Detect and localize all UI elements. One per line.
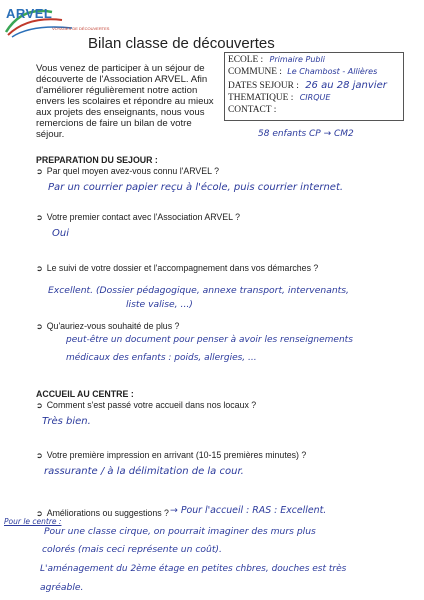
intro-text: Vous venez de participer à un séjour de découverte de l'Association ARVEL. Afin d'améliorer régulièrement notre action envers les scolaires et répondre au mieux aux projets des enseignants, nous vous remercions de faire un bilan de votre séjour. bbox=[36, 63, 214, 140]
pupil-count-note: 58 enfants CP → CM2 bbox=[258, 129, 354, 139]
arrow-icon: ➲ bbox=[36, 264, 43, 273]
dates-value[interactable]: 26 au 28 janvier bbox=[305, 80, 387, 91]
answer-4-line-2[interactable]: médicaux des enfants : poids, allergies, ... bbox=[66, 353, 257, 363]
arrow-icon: ➲ bbox=[36, 509, 43, 518]
arrow-icon: ➲ bbox=[36, 167, 43, 176]
answer-7-margin-label: Pour le centre : bbox=[4, 517, 62, 526]
commune-row: COMMUNE : Le Chambost - Allières bbox=[228, 67, 378, 77]
dates-row: DATES SEJOUR : 26 au 28 janvier bbox=[228, 80, 387, 91]
arrow-icon: ➲ bbox=[36, 401, 43, 410]
question-6: ➲ Votre première impression en arrivant (10-15 premières minutes) ? bbox=[36, 450, 307, 460]
ecole-row: ECOLE : Primaire Publi bbox=[228, 55, 325, 65]
answer-4-line-1[interactable]: peut-être un document pour penser à avoir les renseignements bbox=[66, 335, 353, 345]
thematique-value[interactable]: CIRQUE bbox=[299, 93, 331, 102]
arvel-logo: ARVEL bbox=[6, 6, 53, 21]
contact-row: CONTACT : bbox=[228, 105, 277, 115]
commune-value[interactable]: Le Chambost - Allières bbox=[287, 67, 378, 76]
answer-7-line-1[interactable]: Pour une classe cirque, on pourrait imaginer des murs plus bbox=[44, 526, 316, 537]
question-7: ➲ Améliorations ou suggestions ? bbox=[36, 508, 169, 518]
question-3: ➲ Le suivi de votre dossier et l'accompagnement dans vos démarches ? bbox=[36, 263, 319, 273]
answer-2[interactable]: Oui bbox=[52, 228, 69, 239]
section-accueil: ACCUEIL AU CENTRE : bbox=[36, 389, 134, 399]
school-info-box bbox=[224, 52, 404, 121]
question-2: ➲ Votre premier contact avec l'Association ARVEL ? bbox=[36, 212, 241, 222]
page-title: Bilan classe de découvertes bbox=[88, 35, 275, 52]
answer-3-line-2[interactable]: liste valise, ...) bbox=[126, 299, 193, 310]
question-4: ➲ Qu'auriez-vous souhaité de plus ? bbox=[36, 321, 180, 331]
answer-3-line-1[interactable]: Excellent. (Dossier pédagogique, annexe transport, intervenants, bbox=[48, 285, 349, 296]
answer-6[interactable]: rassurante / à la délimitation de la cour. bbox=[44, 466, 244, 477]
section-preparation: PREPARATION DU SEJOUR : bbox=[36, 155, 158, 165]
answer-7-line-3[interactable]: L'aménagement du 2ème étage en petites chbres, douches est très bbox=[40, 564, 347, 574]
arrow-icon: ➲ bbox=[36, 322, 43, 331]
arrow-icon: ➲ bbox=[36, 213, 43, 222]
arrow-icon: ➲ bbox=[36, 451, 43, 460]
question-1: ➲ Par quel moyen avez-vous connu l'ARVEL ? bbox=[36, 166, 220, 176]
thematique-row: THEMATIQUE : CIRQUE bbox=[228, 93, 331, 103]
answer-7-line-4[interactable]: agréable. bbox=[40, 582, 84, 593]
answer-7-accueil[interactable]: → Pour l'accueil : RAS : Excellent. bbox=[170, 505, 327, 516]
answer-1[interactable]: Par un courrier papier reçu à l'école, puis courrier internet. bbox=[48, 182, 344, 193]
answer-5[interactable]: Très bien. bbox=[42, 416, 91, 427]
arvel-logo-tagline: VOYAGES DE DÉCOUVERTES bbox=[52, 26, 110, 31]
question-5: ➲ Comment s'est passé votre accueil dans nos locaux ? bbox=[36, 400, 257, 410]
answer-7-line-2[interactable]: colorés (mais ceci représente un coût). bbox=[42, 544, 222, 555]
ecole-value[interactable]: Primaire Publi bbox=[269, 55, 325, 64]
